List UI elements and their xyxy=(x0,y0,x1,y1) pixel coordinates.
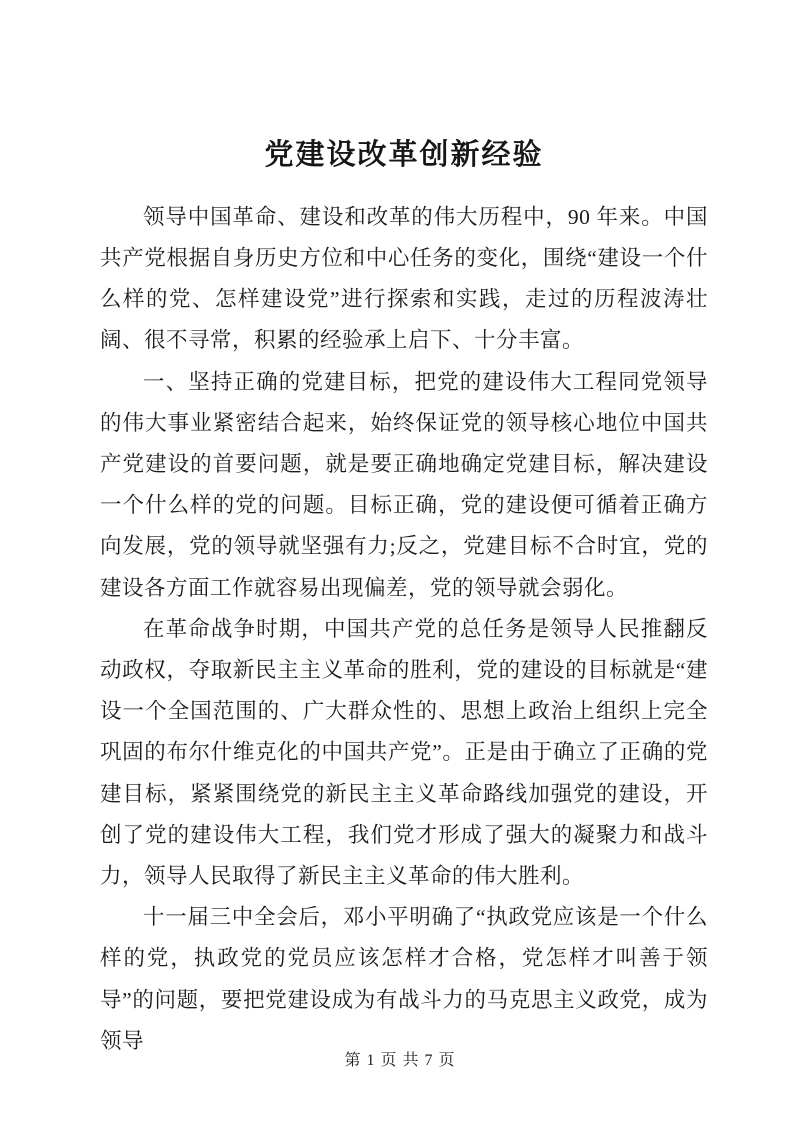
paragraph-third-plenum: 十一届三中全会后，邓小平明确了“执政党应该是一个什么样的党，执政党的党员应该怎样才合格，党怎样才叫善于领导”的问题，要把党建设成为有战斗力的马克思主义政党，成为领导 xyxy=(100,905,708,1053)
page-footer: 第 1 页 共 7 页 xyxy=(344,1052,456,1069)
page-title: 党建设改革创新经验 xyxy=(264,139,544,171)
paragraph-intro: 领导中国革命、建设和改革的伟大历程中，90 年来。中国共产党根据自身历史方位和中心任务的变化，围绕“建设一个什么样的党、怎样建设党”进行探索和实践，走过的历程波涛壮阔、很不寻常，积累的经验承上启下、十分丰富。 xyxy=(100,204,708,353)
document-body xyxy=(100,197,708,1062)
paragraph-section-one: 一、坚持正确的党建目标，把党的建设伟大工程同党领导的伟大事业紧密结合起来，始终保证党的领导核心地位中国共产党建设的首要问题，就是要正确地确定党建目标，解决建设一个什么样的党的问题。目标正确，党的建设便可循着正确方向发展，党的领导就坚强有力;反之，党建目标不合时宜，党的建设各方面工作就容易出现偏差，党的领导就会弱化。 xyxy=(100,369,708,600)
paragraph-revolutionary-period: 在革命战争时期，中国共产党的总任务是领导人民推翻反动政权，夺取新民主主义革命的胜利，党的建设的目标就是“建设一个全国范围的、广大群众性的、思想上政治上组织上完全巩固的布尔什维克化的中国共产党”。正是由于确立了正确的党建目标，紧紧围绕党的新民主主义革命路线加强党的建设，开创了党的建设伟大工程，我们党才形成了强大的凝聚力和战斗力，领导人民取得了新民主主义革命的伟大胜利。 xyxy=(100,616,708,889)
